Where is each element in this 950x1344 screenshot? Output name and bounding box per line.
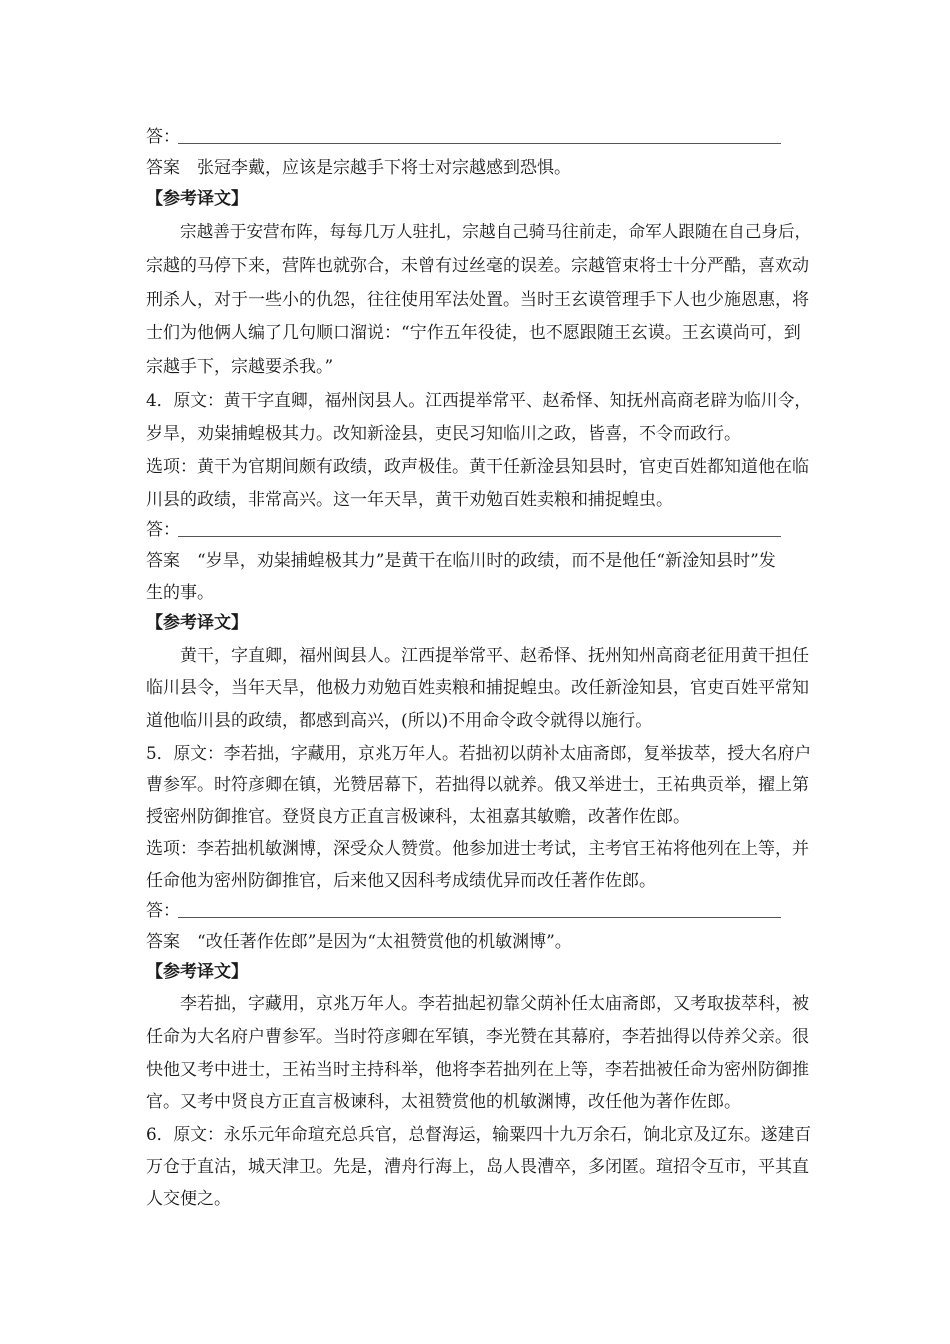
answer-prompt: 答： bbox=[146, 127, 180, 147]
original-text-line: 6．原文：永乐元年命瑄充总兵官，总督海运，输粟四十九万余石，饷北京及辽东。遂建百 bbox=[146, 1124, 812, 1144]
translation-line: 刑杀人，对于一些小的仇怨，往往使用军法处置。当时王玄谟管理手下人也少施恩惠，将 bbox=[146, 290, 809, 310]
answer-blank-line bbox=[178, 536, 781, 537]
answer-prompt: 答： bbox=[146, 901, 180, 921]
option-text-line: 川县的政绩，非常高兴。这一年天旱，黄干劝勉百姓卖粮和捕捉蝗虫。 bbox=[146, 490, 673, 510]
answer-blank-line bbox=[178, 143, 781, 144]
original-text-line: 万仓于直沽，城天津卫。先是，漕舟行海上，岛人畏漕卒，多闭匿。瑄招令互市，平其直 bbox=[146, 1157, 809, 1177]
option-text-line: 选项：黄干为官期间颇有政绩，政声极佳。黄干任新淦县知县时，官吏百姓都知道他在临 bbox=[146, 457, 809, 477]
translation-line: 快他又考中进士，王祐当时主持科举，他将李若拙列在上等，李若拙被任命为密州防御推 bbox=[146, 1060, 809, 1080]
translation-line: 宗越善于安营布阵，每每几万人驻扎，宗越自己骑马往前走，命军人跟随在自己身后， bbox=[180, 222, 812, 241]
translation-line: 任命为大名府户曹参军。当时符彦卿在军镇，李光赞在其幕府，李若拙得以侍养父亲。很 bbox=[146, 1027, 809, 1047]
original-text-line: 曹参军。时符彦卿在镇，光赞居幕下，若拙得以就养。俄又举进士，王祐典贡举，擢上第 bbox=[146, 775, 809, 795]
original-text-line: 5．原文：李若拙，字藏用，京兆万年人。若拙初以荫补太庙斋郎，复举拔萃，授大名府户 bbox=[146, 743, 812, 763]
translation-line: 李若拙，字藏用，京兆万年人。李若拙起初靠父荫补任太庙斋郎，又考取拔萃科，被 bbox=[180, 994, 809, 1014]
original-text-line: 岁旱，劝粜捕蝗极其力。改知新淦县，吏民习知临川之政，皆喜，不令而政行。 bbox=[146, 424, 741, 444]
translation-line: 宗越的马停下来，营阵也就弥合，未曾有过丝毫的误差。宗越管束将士十分严酷，喜欢动 bbox=[146, 256, 809, 276]
reference-translation-heading: 【参考译文】 bbox=[146, 189, 248, 209]
reference-translation-heading: 【参考译文】 bbox=[146, 613, 248, 633]
reference-translation-heading: 【参考译文】 bbox=[146, 962, 248, 982]
option-text-line: 任命他为密州防御推官，后来他又因科考成绩优异而改任著作佐郎。 bbox=[146, 871, 656, 891]
answer-prompt: 答： bbox=[146, 520, 180, 540]
answer-text: 答案 “改任著作佐郎”是因为“太祖赞赏他的机敏渊博”。 bbox=[146, 932, 572, 952]
translation-line: 宗越手下，宗越要杀我。” bbox=[146, 357, 334, 377]
translation-line: 士们为他俩人编了几句顺口溜说：“宁作五年役徒，也不愿跟随王玄谟。王玄谟尚可，到 bbox=[146, 323, 801, 343]
translation-line: 黄干，字直卿，福州闽县人。江西提举常平、赵希怿、抚州知州高商老征用黄干担任 bbox=[180, 646, 809, 666]
answer-text: 答案 张冠李戴，应该是宗越手下将士对宗越感到恐惧。 bbox=[146, 158, 571, 178]
answer-blank-line bbox=[178, 917, 781, 918]
original-text-line: 人交便之。 bbox=[146, 1189, 231, 1209]
original-text-line: 授密州防御推官。登贤良方正直言极谏科，太祖嘉其敏赡，改著作佐郎。 bbox=[146, 807, 690, 827]
answer-text: 答案 “岁旱，劝粜捕蝗极其力”是黄干在临川时的政绩，而不是他任“新淦知县时”发 bbox=[146, 551, 776, 571]
translation-line: 临川县令，当年天旱，他极力劝勉百姓卖粮和捕捉蝗虫。改任新淦知县，官吏百姓平常知 bbox=[146, 678, 809, 698]
answer-text: 生的事。 bbox=[146, 583, 214, 603]
translation-line: 道他临川县的政绩，都感到高兴，(所以)不用命令政令就得以施行。 bbox=[146, 711, 653, 731]
translation-line: 官。又考中贤良方正直言极谏科，太祖赞赏他的机敏渊博，改任他为著作佐郎。 bbox=[146, 1092, 741, 1112]
option-text-line: 选项：李若拙机敏渊博，深受众人赞赏。他参加进士考试，主考官王祐将他列在上等，并 bbox=[146, 839, 809, 859]
original-text-line: 4．原文：黄干字直卿，福州闵县人。江西提举常平、赵希怿、知抚州高商老辟为临川令， bbox=[146, 390, 812, 410]
